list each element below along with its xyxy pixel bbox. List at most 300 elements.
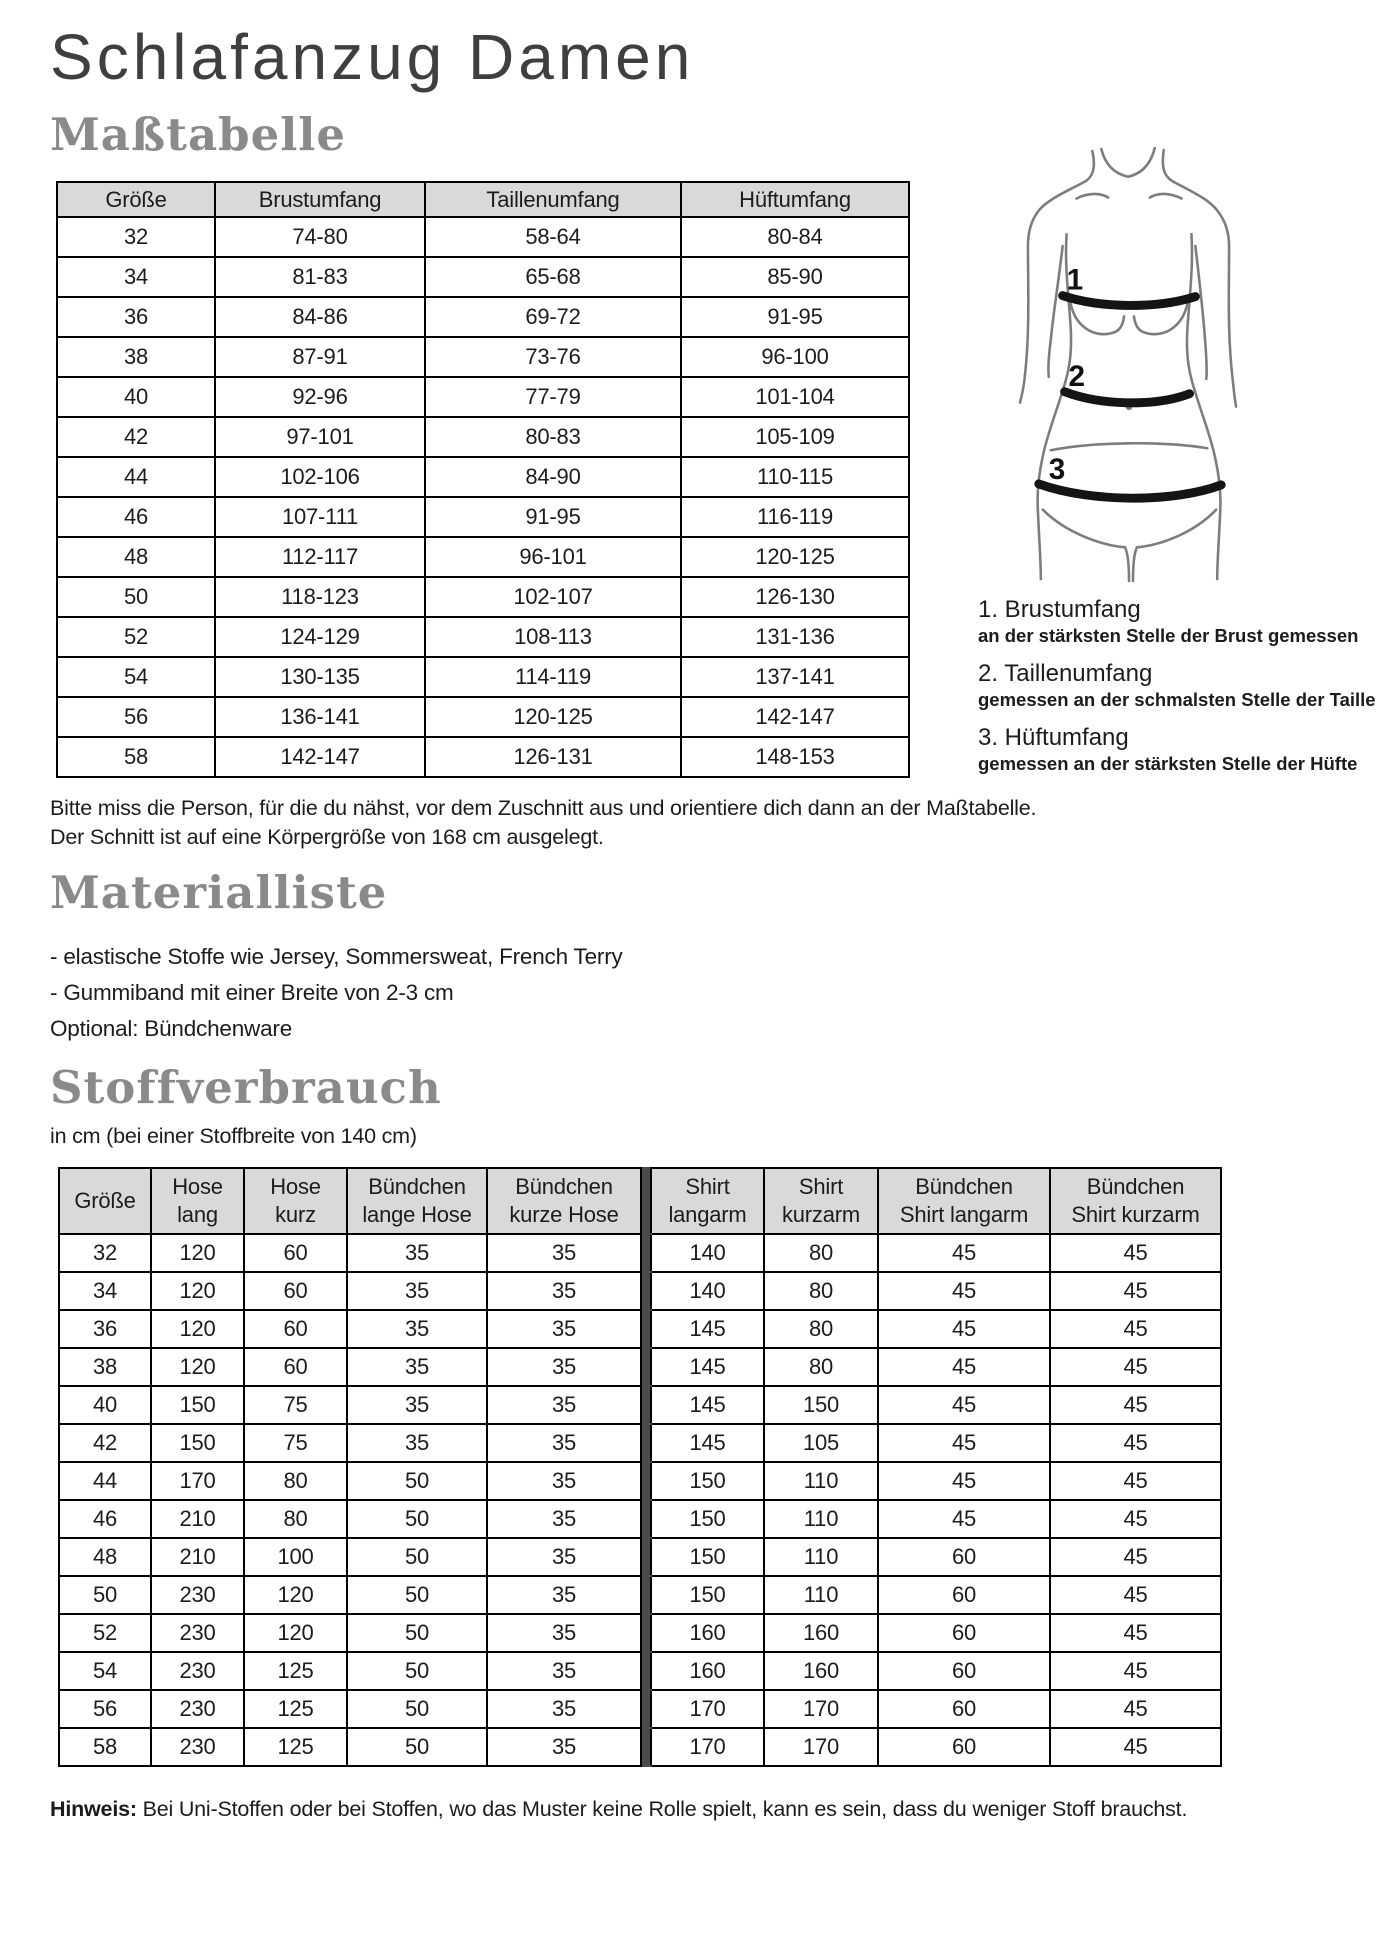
- table-cell: 125: [244, 1652, 347, 1690]
- table-cell: 160: [651, 1614, 764, 1652]
- table-cell: 110: [764, 1462, 878, 1500]
- table-cell: 150: [651, 1462, 764, 1500]
- table-header-row: [59, 1168, 1221, 1234]
- table-cell: 45: [1050, 1386, 1221, 1424]
- column-header-line1: Größe: [74, 1188, 136, 1213]
- table-cell: 145: [651, 1424, 764, 1462]
- table-cell: 130-135: [215, 657, 425, 697]
- column-header-line2: lang: [177, 1202, 218, 1227]
- table-cell: 60: [878, 1614, 1050, 1652]
- annotation-title: 3. Hüftumfang: [978, 724, 1129, 751]
- table-cell: 150: [651, 1500, 764, 1538]
- hinweis-note: [50, 1797, 1344, 1822]
- column-header-line2: kurze Hose: [509, 1202, 619, 1227]
- table-cell: 50: [347, 1500, 487, 1538]
- thick-divider: [641, 1652, 651, 1690]
- table-cell: 96-101: [425, 537, 681, 577]
- column-header: [151, 1168, 244, 1234]
- table-cell: 45: [878, 1424, 1050, 1462]
- column-header: [244, 1168, 347, 1234]
- table-cell: 54: [57, 657, 215, 697]
- table-row: [59, 1234, 1221, 1272]
- table-row: [59, 1614, 1221, 1652]
- table-cell: 142-147: [215, 737, 425, 777]
- stoffverbrauch-table-rows: [59, 1234, 1221, 1766]
- table-cell: 45: [878, 1348, 1050, 1386]
- thick-divider: [641, 1538, 651, 1576]
- table-cell: 36: [57, 297, 215, 337]
- table-cell: 35: [487, 1728, 641, 1766]
- table-cell: 45: [1050, 1728, 1221, 1766]
- table-row: [57, 337, 909, 377]
- table-cell: 45: [1050, 1614, 1221, 1652]
- table-cell: 120: [151, 1272, 244, 1310]
- column-header-line1: Bündchen: [515, 1174, 613, 1199]
- table-cell: 87-91: [215, 337, 425, 377]
- table-cell: 125: [244, 1728, 347, 1766]
- column-header-line2: Shirt kurzarm: [1071, 1202, 1200, 1227]
- table-cell: 150: [651, 1576, 764, 1614]
- material-list-item: - elastische Stoffe wie Jersey, Sommersweat, French Terry: [50, 944, 623, 969]
- figure-panty-left: [1043, 510, 1129, 581]
- column-header-line1: Shirt: [798, 1174, 844, 1199]
- table-cell: 60: [244, 1348, 347, 1386]
- table-cell: 142-147: [681, 697, 909, 737]
- table-cell: 118-123: [215, 577, 425, 617]
- measuring-note: [50, 794, 1344, 852]
- masstabelle-table-rows: [57, 217, 909, 777]
- table-cell: 230: [151, 1728, 244, 1766]
- table-cell: 35: [347, 1386, 487, 1424]
- table-cell: 120-125: [425, 697, 681, 737]
- stoffverbrauch-table-head: [59, 1168, 1221, 1234]
- table-cell: 60: [878, 1728, 1050, 1766]
- table-cell: 92-96: [215, 377, 425, 417]
- masstabelle-table: [56, 181, 910, 778]
- figure-neckline: [1101, 148, 1155, 177]
- material-list-item: Optional: Bündchenware: [50, 1016, 293, 1041]
- table-cell: 125: [244, 1690, 347, 1728]
- column-header: [1050, 1168, 1221, 1234]
- table-cell: 35: [487, 1576, 641, 1614]
- column-header-line1: Bündchen: [915, 1174, 1013, 1199]
- table-row: [57, 697, 909, 737]
- table-cell: 35: [487, 1462, 641, 1500]
- table-cell: 52: [57, 617, 215, 657]
- column-header: [487, 1168, 641, 1234]
- table-cell: 108-113: [425, 617, 681, 657]
- table-cell: 145: [651, 1386, 764, 1424]
- table-cell: 36: [59, 1310, 151, 1348]
- column-header-line2: Shirt langarm: [899, 1202, 1029, 1227]
- thick-divider: [641, 1234, 651, 1272]
- table-cell: 97-101: [215, 417, 425, 457]
- thick-divider: [641, 1576, 651, 1614]
- table-cell: 35: [487, 1614, 641, 1652]
- table-cell: 112-117: [215, 537, 425, 577]
- table-cell: 160: [651, 1652, 764, 1690]
- table-cell: 42: [59, 1424, 151, 1462]
- column-header: Brustumfang: [215, 182, 425, 217]
- table-cell: 120: [151, 1234, 244, 1272]
- table-cell: 38: [59, 1348, 151, 1386]
- table-cell: 102-106: [215, 457, 425, 497]
- column-header-line1: Hose: [172, 1174, 223, 1199]
- hinweis-text: Bei Uni-Stoffen oder bei Stoffen, wo das Muster keine Rolle spielt, kann es sein, dass du weniger Stoff brauchst.: [136, 1797, 1188, 1821]
- bust-band: [1063, 296, 1196, 306]
- material-list: [50, 939, 1344, 1047]
- material-list-item: - Gummiband mit einer Breite von 2-3 cm: [50, 980, 454, 1005]
- table-cell: 126-131: [425, 737, 681, 777]
- table-cell: 42: [57, 417, 215, 457]
- table-cell: 80-84: [681, 217, 909, 257]
- table-cell: 230: [151, 1576, 244, 1614]
- table-cell: 56: [57, 697, 215, 737]
- figure-panty-right: [1133, 510, 1216, 581]
- column-header: Taillenumfang: [425, 182, 681, 217]
- table-cell: 80: [764, 1272, 878, 1310]
- table-cell: 170: [764, 1728, 878, 1766]
- table-row: [57, 617, 909, 657]
- table-row: [57, 737, 909, 777]
- bust-band-label: 1: [1066, 263, 1083, 297]
- table-row: [59, 1538, 1221, 1576]
- table-row: [59, 1272, 1221, 1310]
- waist-band: [1065, 392, 1190, 403]
- table-row: [59, 1576, 1221, 1614]
- column-header-line2: kurz: [275, 1202, 316, 1227]
- table-cell: 124-129: [215, 617, 425, 657]
- table-cell: 84-90: [425, 457, 681, 497]
- table-cell: 230: [151, 1690, 244, 1728]
- table-cell: 84-86: [215, 297, 425, 337]
- thick-divider: [641, 1424, 651, 1462]
- thick-divider: [641, 1500, 651, 1538]
- thick-divider: [641, 1614, 651, 1652]
- column-header-line1: Bündchen: [1086, 1174, 1185, 1199]
- column-header-line1: Bündchen: [368, 1174, 466, 1199]
- table-cell: 45: [1050, 1424, 1221, 1462]
- column-header: [878, 1168, 1050, 1234]
- table-cell: 40: [59, 1386, 151, 1424]
- table-row: [59, 1728, 1221, 1766]
- table-cell: 45: [1050, 1690, 1221, 1728]
- table-cell: 60: [878, 1690, 1050, 1728]
- table-cell: 34: [57, 257, 215, 297]
- table-cell: 230: [151, 1652, 244, 1690]
- thick-divider: [641, 1310, 651, 1348]
- table-cell: 102-107: [425, 577, 681, 617]
- table-cell: 45: [1050, 1272, 1221, 1310]
- table-row: [57, 417, 909, 457]
- figure-right-inner-arm: [1195, 246, 1206, 379]
- column-header-line2: lange Hose: [362, 1202, 472, 1227]
- column-header: Hüftumfang: [681, 182, 909, 217]
- thick-divider: [641, 1386, 651, 1424]
- table-cell: 140: [651, 1234, 764, 1272]
- table-row: [59, 1690, 1221, 1728]
- table-cell: 120: [244, 1576, 347, 1614]
- section-stoffverbrauch: [48, 1061, 1344, 1822]
- table-cell: 48: [59, 1538, 151, 1576]
- table-cell: 35: [347, 1310, 487, 1348]
- table-row: [59, 1652, 1221, 1690]
- table-cell: 58: [57, 737, 215, 777]
- table-cell: 150: [151, 1386, 244, 1424]
- hip-band-label: 3: [1048, 452, 1066, 486]
- table-cell: 69-72: [425, 297, 681, 337]
- table-cell: 110: [764, 1538, 878, 1576]
- table-cell: 60: [878, 1576, 1050, 1614]
- table-cell: 45: [878, 1272, 1050, 1310]
- table-cell: 40: [57, 377, 215, 417]
- table-cell: 114-119: [425, 657, 681, 697]
- table-row: [59, 1348, 1221, 1386]
- table-cell: 101-104: [681, 377, 909, 417]
- table-cell: 45: [1050, 1348, 1221, 1386]
- measurement-annotation: [978, 724, 1384, 775]
- table-row: [57, 657, 909, 697]
- table-cell: 120: [151, 1310, 244, 1348]
- table-cell: 35: [487, 1424, 641, 1462]
- masstabelle-body: [48, 181, 1376, 778]
- annotation-desc: gemessen an der schmalsten Stelle der Taille: [978, 689, 1376, 710]
- table-cell: 32: [59, 1234, 151, 1272]
- table-cell: 50: [347, 1614, 487, 1652]
- measurement-annotations: [978, 596, 1384, 775]
- stoffverbrauch-heading: Stoffverbrauch: [50, 1061, 442, 1114]
- table-cell: 137-141: [681, 657, 909, 697]
- table-cell: 35: [347, 1272, 487, 1310]
- table-cell: 160: [764, 1652, 878, 1690]
- thick-divider: [641, 1728, 651, 1766]
- table-cell: 45: [878, 1462, 1050, 1500]
- annotation-desc: an der stärksten Stelle der Brust gemessen: [978, 625, 1359, 646]
- annotation-desc: gemessen an der stärksten Stelle der Hüfte: [978, 753, 1358, 774]
- table-cell: 150: [764, 1386, 878, 1424]
- table-cell: 50: [59, 1576, 151, 1614]
- hinweis-label: Hinweis:: [50, 1797, 137, 1821]
- column-header: [347, 1168, 487, 1234]
- table-cell: 60: [878, 1538, 1050, 1576]
- table-header-row: [57, 182, 909, 217]
- column-header: Größe: [57, 182, 215, 217]
- table-cell: 45: [1050, 1538, 1221, 1576]
- table-cell: 230: [151, 1614, 244, 1652]
- measuring-note-line2: Der Schnitt ist auf eine Körpergröße von 168 cm ausgelegt.: [50, 825, 604, 849]
- table-cell: 60: [244, 1234, 347, 1272]
- table-cell: 60: [244, 1272, 347, 1310]
- table-cell: 100: [244, 1538, 347, 1576]
- table-cell: 170: [764, 1690, 878, 1728]
- table-cell: 44: [59, 1462, 151, 1500]
- table-cell: 80: [764, 1348, 878, 1386]
- table-cell: 170: [151, 1462, 244, 1500]
- table-row: [59, 1310, 1221, 1348]
- table-row: [57, 577, 909, 617]
- table-cell: 45: [1050, 1310, 1221, 1348]
- table-row: [59, 1424, 1221, 1462]
- table-cell: 45: [1050, 1500, 1221, 1538]
- thick-divider: [641, 1462, 651, 1500]
- table-cell: 210: [151, 1538, 244, 1576]
- table-cell: 80: [244, 1462, 347, 1500]
- figure-left-inner-arm: [1048, 246, 1062, 377]
- table-cell: 35: [487, 1310, 641, 1348]
- table-cell: 60: [244, 1310, 347, 1348]
- thick-divider: [641, 1168, 651, 1234]
- table-cell: 35: [487, 1348, 641, 1386]
- figure-panty-top: [1051, 443, 1208, 450]
- table-cell: 110: [764, 1576, 878, 1614]
- table-cell: 35: [487, 1690, 641, 1728]
- table-cell: 54: [59, 1652, 151, 1690]
- section-materialliste: [48, 866, 1344, 1047]
- figure-column: [978, 147, 1384, 775]
- table-cell: 140: [651, 1272, 764, 1310]
- masstabelle-table-head: [57, 182, 909, 217]
- table-cell: 75: [244, 1386, 347, 1424]
- table-cell: 105: [764, 1424, 878, 1462]
- table-cell: 80: [244, 1500, 347, 1538]
- hip-band: [1039, 484, 1221, 498]
- measurement-annotation: [978, 660, 1384, 711]
- table-cell: 91-95: [425, 497, 681, 537]
- table-cell: 145: [651, 1348, 764, 1386]
- body-measurement-figure: [1006, 147, 1256, 583]
- table-cell: 110-115: [681, 457, 909, 497]
- table-cell: 110: [764, 1500, 878, 1538]
- table-cell: 45: [878, 1500, 1050, 1538]
- table-cell: 77-79: [425, 377, 681, 417]
- table-cell: 34: [59, 1272, 151, 1310]
- column-header-line2: kurzarm: [781, 1202, 861, 1227]
- table-cell: 35: [487, 1272, 641, 1310]
- table-cell: 85-90: [681, 257, 909, 297]
- table-cell: 148-153: [681, 737, 909, 777]
- table-cell: 48: [57, 537, 215, 577]
- table-cell: 50: [347, 1690, 487, 1728]
- table-cell: 35: [487, 1500, 641, 1538]
- table-cell: 170: [651, 1690, 764, 1728]
- table-cell: 46: [59, 1500, 151, 1538]
- waist-band-label: 2: [1068, 359, 1085, 393]
- thick-divider: [641, 1690, 651, 1728]
- table-cell: 60: [878, 1652, 1050, 1690]
- table-cell: 80: [764, 1234, 878, 1272]
- table-cell: 35: [487, 1652, 641, 1690]
- table-cell: 45: [1050, 1234, 1221, 1272]
- table-cell: 45: [878, 1386, 1050, 1424]
- table-cell: 32: [57, 217, 215, 257]
- column-header: [764, 1168, 878, 1234]
- table-cell: 50: [57, 577, 215, 617]
- table-cell: 80-83: [425, 417, 681, 457]
- table-cell: 46: [57, 497, 215, 537]
- figure-collarbone-left: [1077, 194, 1109, 199]
- materialliste-heading: Materialliste: [50, 866, 388, 919]
- table-cell: 50: [347, 1538, 487, 1576]
- table-cell: 35: [347, 1348, 487, 1386]
- table-cell: 96-100: [681, 337, 909, 377]
- table-cell: 50: [347, 1576, 487, 1614]
- table-cell: 58-64: [425, 217, 681, 257]
- measurement-annotation: [978, 596, 1384, 647]
- table-cell: 136-141: [215, 697, 425, 737]
- column-header: [59, 1168, 151, 1234]
- table-cell: 52: [59, 1614, 151, 1652]
- stoffverbrauch-table: [58, 1167, 1222, 1767]
- table-row: [57, 497, 909, 537]
- table-cell: 116-119: [681, 497, 909, 537]
- table-row: [57, 217, 909, 257]
- table-cell: 75: [244, 1424, 347, 1462]
- table-cell: 150: [151, 1424, 244, 1462]
- table-cell: 160: [764, 1614, 878, 1652]
- table-cell: 120: [244, 1614, 347, 1652]
- table-cell: 145: [651, 1310, 764, 1348]
- table-cell: 35: [487, 1386, 641, 1424]
- stoffverbrauch-subtitle: in cm (bei einer Stoffbreite von 140 cm): [50, 1124, 417, 1148]
- table-row: [57, 297, 909, 337]
- table-cell: 150: [651, 1538, 764, 1576]
- annotation-title: 1. Brustumfang: [978, 596, 1141, 623]
- table-row: [57, 377, 909, 417]
- table-cell: 45: [878, 1234, 1050, 1272]
- table-cell: 210: [151, 1500, 244, 1538]
- table-cell: 45: [1050, 1652, 1221, 1690]
- table-cell: 58: [59, 1728, 151, 1766]
- table-cell: 35: [487, 1538, 641, 1576]
- table-cell: 74-80: [215, 217, 425, 257]
- table-cell: 50: [347, 1652, 487, 1690]
- table-cell: 120-125: [681, 537, 909, 577]
- section-masstabelle: [48, 108, 1376, 852]
- table-row: [59, 1462, 1221, 1500]
- table-cell: 131-136: [681, 617, 909, 657]
- table-cell: 126-130: [681, 577, 909, 617]
- thick-divider: [641, 1272, 651, 1310]
- table-cell: 45: [1050, 1462, 1221, 1500]
- table-cell: 91-95: [681, 297, 909, 337]
- table-cell: 44: [57, 457, 215, 497]
- table-cell: 38: [57, 337, 215, 377]
- thick-divider: [641, 1348, 651, 1386]
- table-row: [59, 1500, 1221, 1538]
- table-cell: 120: [151, 1348, 244, 1386]
- table-row: [57, 537, 909, 577]
- table-cell: 73-76: [425, 337, 681, 377]
- table-cell: 65-68: [425, 257, 681, 297]
- column-header-line1: Hose: [270, 1174, 321, 1199]
- table-cell: 170: [651, 1728, 764, 1766]
- column-header-line2: langarm: [668, 1202, 747, 1227]
- table-cell: 50: [347, 1462, 487, 1500]
- table-row: [57, 257, 909, 297]
- annotation-title: 2. Taillenumfang: [978, 660, 1153, 687]
- table-cell: 81-83: [215, 257, 425, 297]
- table-cell: 107-111: [215, 497, 425, 537]
- table-row: [57, 457, 909, 497]
- figure-collarbone-right: [1150, 194, 1182, 199]
- table-cell: 35: [487, 1234, 641, 1272]
- page-title: Schlafanzug Damen: [50, 21, 695, 93]
- masstabelle-heading: Maßtabelle: [50, 108, 347, 161]
- measuring-note-line1: Bitte miss die Person, für die du nähst, vor dem Zuschnitt aus und orientiere dich dann an der Maßtabelle.: [50, 796, 1037, 820]
- table-cell: 45: [1050, 1576, 1221, 1614]
- table-cell: 56: [59, 1690, 151, 1728]
- table-cell: 35: [347, 1234, 487, 1272]
